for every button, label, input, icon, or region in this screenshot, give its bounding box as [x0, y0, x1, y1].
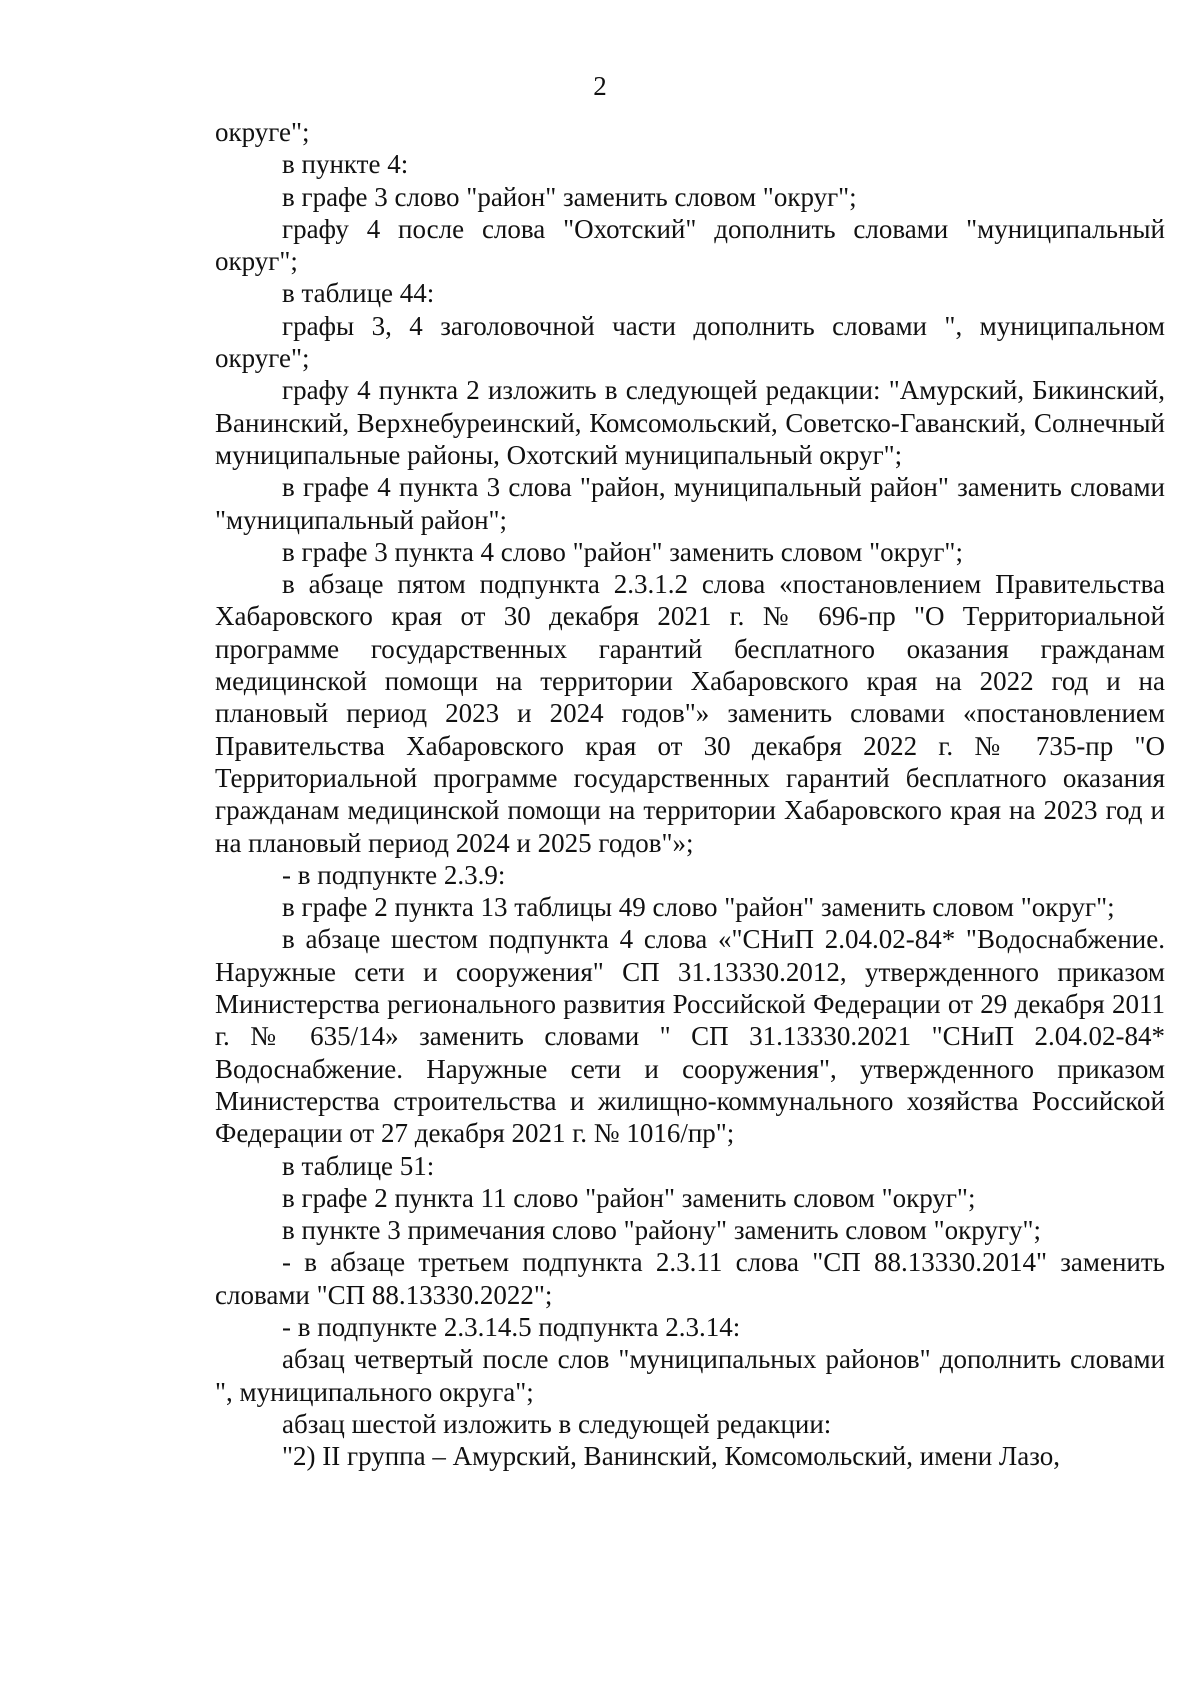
paragraph-10: в абзаце пятом подпункта 2.3.1.2 слова «постановлением Правительства Хабаровского края от 30 декабря 2021 г. № 696-пр "О Территориальной программе государственных гарантий бесплатного оказания гражданам медицинской помощи на территории Хабаровского края на 2022 год и на плановый период 2023 и 2024 годов"» заменить словами «постановлением Правительства Хабаровского края от 30 декабря 2022 г. № 735-пр "О Территориальной программе государственных гарантий бесплатного оказания гражданам медицинской помощи на территории Хабаровского края на 2023 год и на плановый период 2024 и 2025 годов"»; — [215, 569, 1165, 858]
paragraph-11: - в подпункте 2.3.9: — [282, 859, 506, 890]
paragraph-19: абзац четвертый после слов "муниципальных районов" дополнить словами ", муниципального округа"; — [215, 1344, 1165, 1407]
paragraph-7: графу 4 пункта 2 изложить в следующей редакции: "Амурский, Бикинский, Ванинский, Верхнебуреинский, Комсомольский, Советско-Гаванский, Солнечный муниципальные районы, Охотский муниципальный округ"; — [215, 375, 1165, 470]
paragraph-15: в графе 2 пункта 11 слово "район" заменить словом "округ"; — [282, 1182, 976, 1213]
paragraph-4: графу 4 после слова "Охотский" дополнить словами "муниципальный округ"; — [215, 213, 1165, 277]
paragraph-1: округе"; — [215, 117, 310, 147]
paragraph-14: в таблице 51: — [282, 1150, 435, 1181]
paragraph-3: в графе 3 слово "район" заменить словом "округ"; — [282, 181, 857, 212]
paragraph-9: в графе 3 пункта 4 слово "район" заменить словом "округ"; — [282, 536, 963, 567]
paragraph-20: абзац шестой изложить в следующей редакции: — [282, 1408, 832, 1439]
paragraph-16: в пункте 3 примечания слово "району" заменить словом "округу"; — [282, 1215, 1042, 1246]
paragraph-8: в графе 4 пункта 3 слова "район, муниципальный район" заменить словами "муниципальный район"; — [215, 472, 1165, 535]
page-number: 2 — [593, 71, 607, 101]
paragraph-21: "2) II группа – Амурский, Ванинский, Комсомольский, имени Лазо, — [282, 1441, 1060, 1472]
paragraph-6: графы 3, 4 заголовочной части дополнить словами ", муниципальном округе"; — [215, 310, 1165, 374]
paragraph-18: - в подпункте 2.3.14.5 подпункта 2.3.14: — [282, 1311, 741, 1342]
paragraph-5: в таблице 44: — [282, 278, 435, 309]
paragraph-2: в пункте 4: — [282, 149, 409, 180]
paragraph-12: в графе 2 пункта 13 таблицы 49 слово "район" заменить словом "округ"; — [282, 892, 1115, 923]
paragraph-13: в абзаце шестом подпункта 4 слова «"СНиП 2.04.02-84* "Водоснабжение. Наружные сети и сооружения" СП 31.13330.2012, утвержденного приказом Министерства регионального развития Российской Федерации от 29 декабря 2011 г. № 635/14» заменить словами " СП 31.13330.2021 "СНиП 2.04.02-84* Водоснабжение. Наружные сети и сооружения", утвержденного приказом Министерства строительства и жилищно-коммунального хозяйства Российской Федерации от 27 декабря 2021 г. № 1016/пр"; — [215, 924, 1165, 1149]
document-body — [215, 116, 1165, 1472]
paragraph-17: - в абзаце третьем подпункта 2.3.11 слова "СП 88.13330.2014" заменить словами "СП 88.13330.2022"; — [215, 1247, 1165, 1310]
